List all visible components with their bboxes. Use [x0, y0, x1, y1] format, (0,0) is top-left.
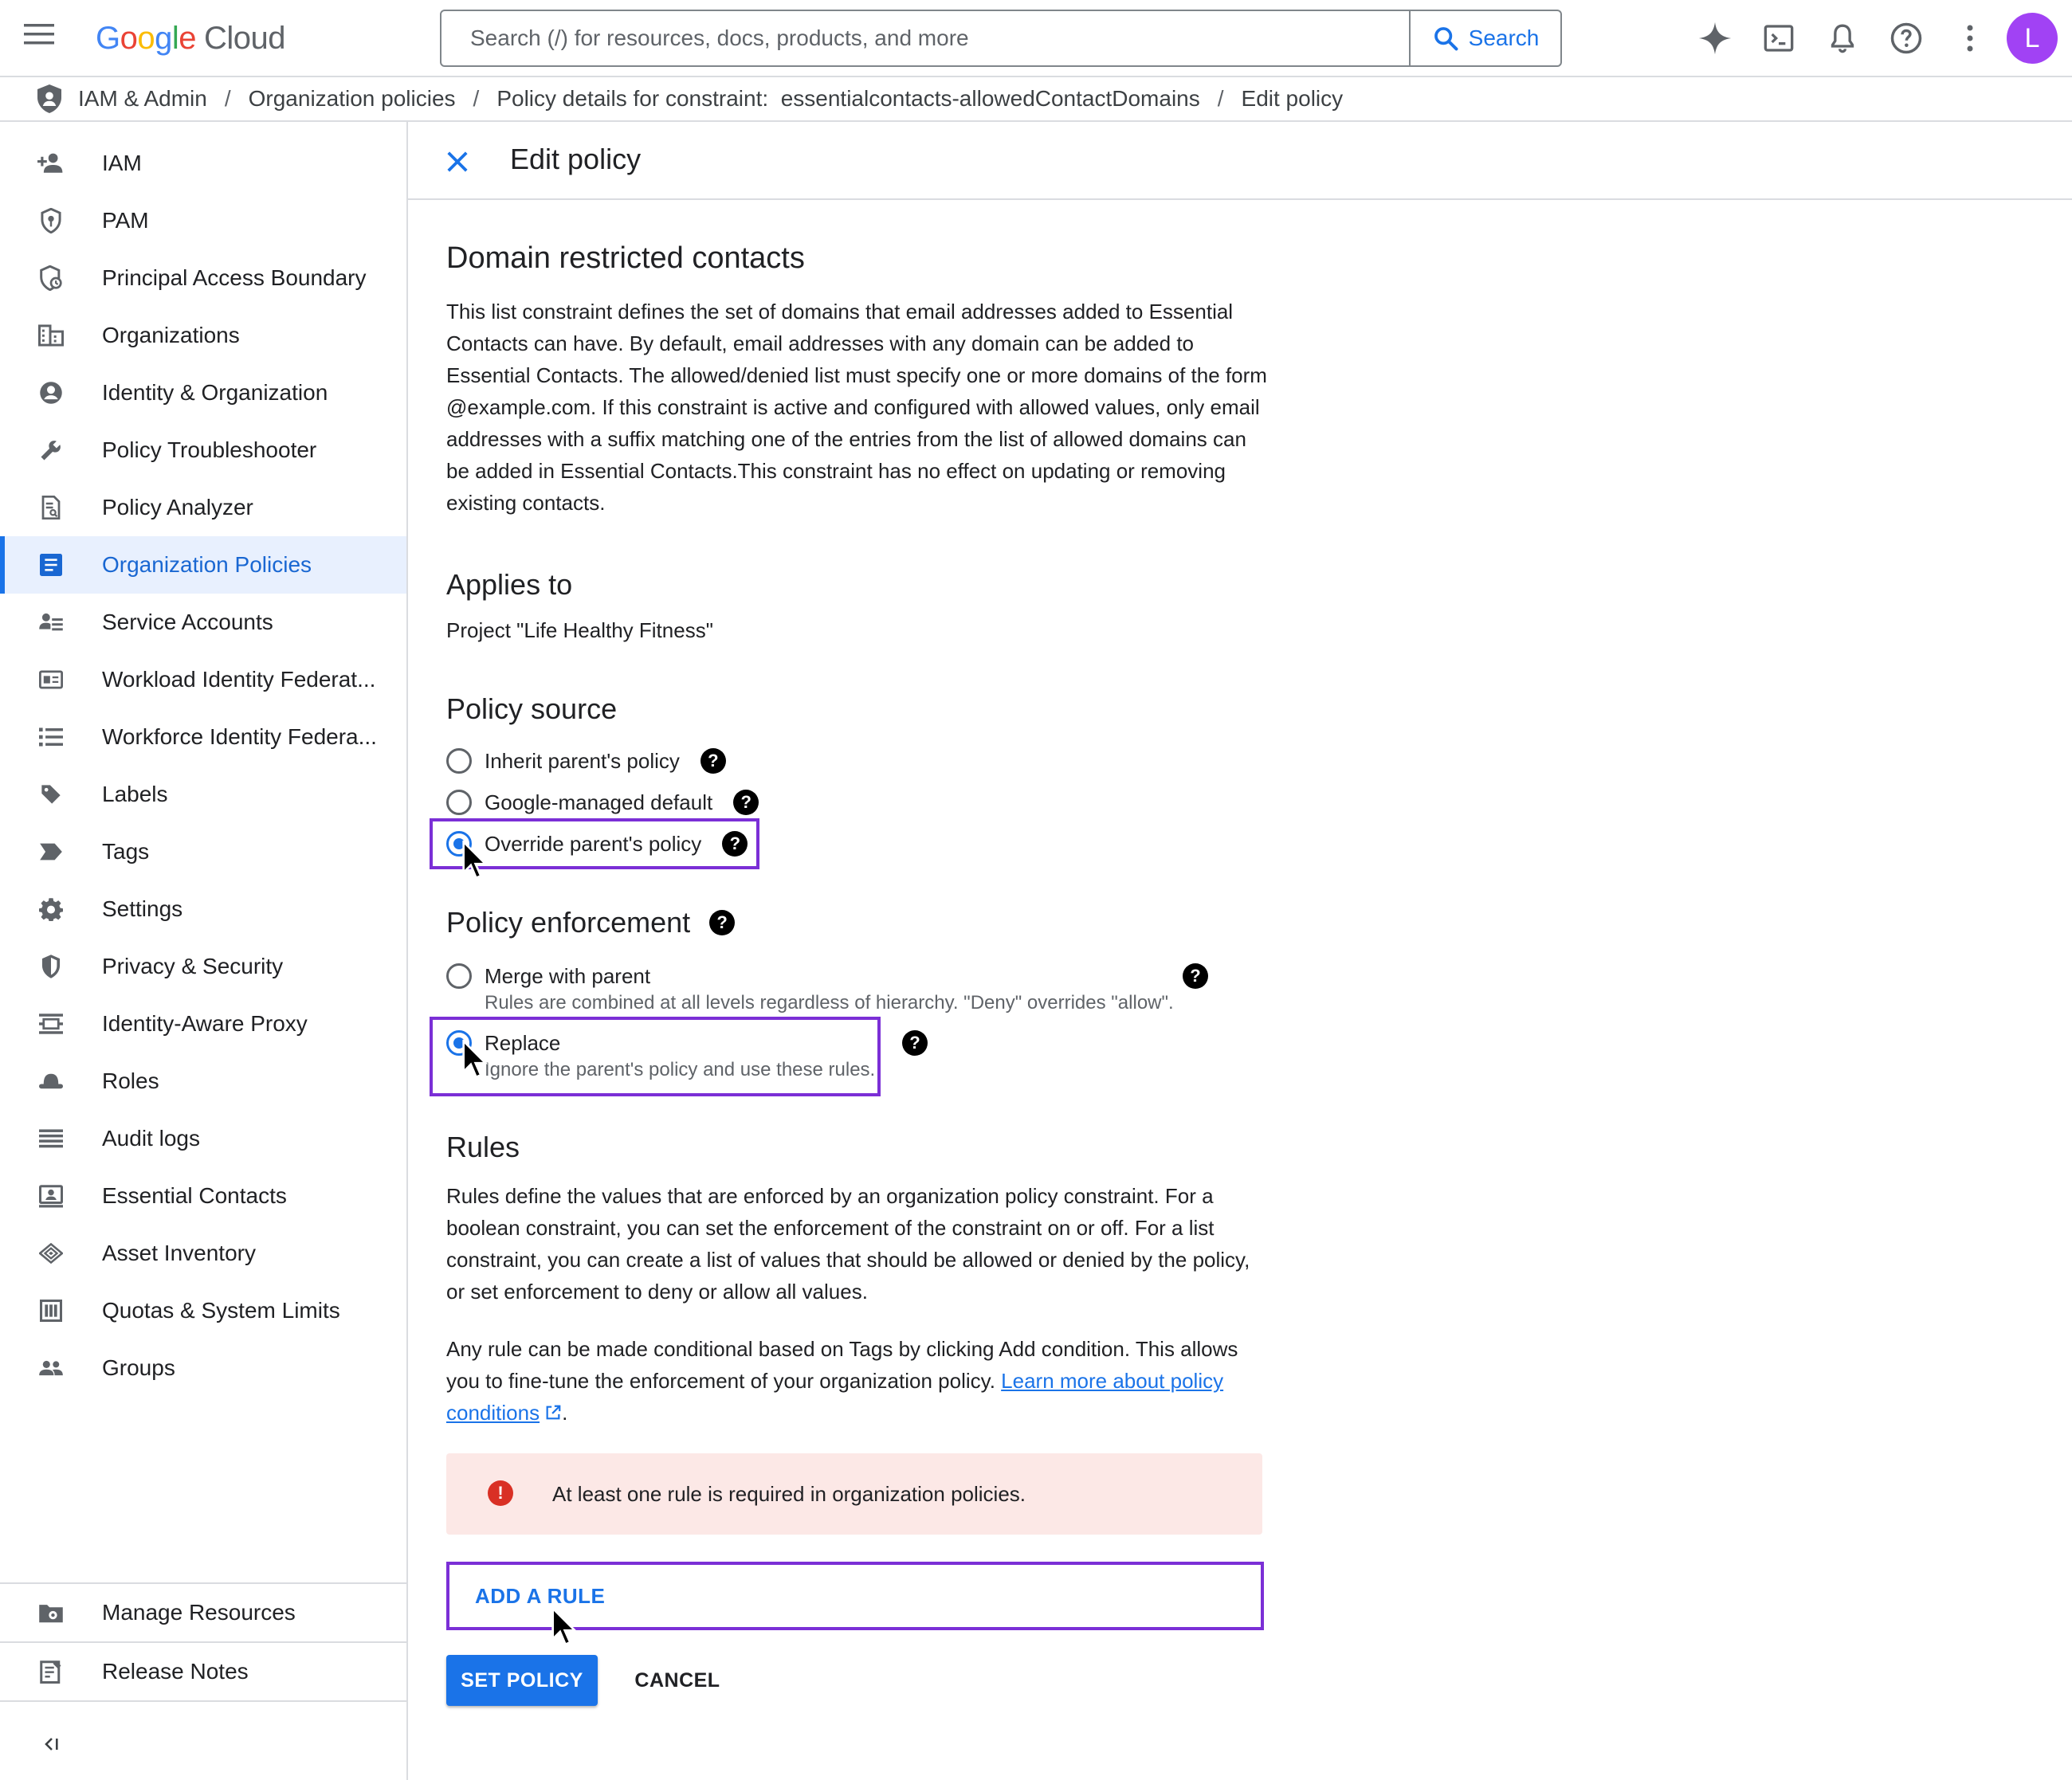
radio-label: Replace — [485, 1030, 561, 1055]
set-policy-button[interactable]: SET POLICY — [446, 1655, 598, 1706]
avatar-initial: L — [2024, 22, 2040, 53]
sidebar-item-label: Essential Contacts — [102, 1183, 287, 1208]
mouse-cursor-icon — [461, 841, 488, 880]
panel-header — [408, 122, 2072, 200]
search-input[interactable] — [470, 25, 1387, 51]
error-message: At least one rule is required in organization policies. — [552, 1482, 1026, 1506]
label-tag-icon — [37, 780, 65, 809]
sidebar-item-roles[interactable] — [0, 1053, 406, 1110]
more-vert-icon[interactable] — [1949, 18, 1991, 59]
service-account-icon — [37, 608, 65, 637]
logo-google-text: Google — [96, 20, 197, 56]
policy-enforcement-heading-row — [446, 906, 735, 939]
sidebar-item-policy-troubleshooter[interactable] — [0, 421, 406, 479]
rules-conditions-text — [446, 1333, 1267, 1429]
sidebar-item-label: IAM — [102, 151, 142, 175]
sidebar-item-label: Organization Policies — [102, 552, 312, 577]
sidebar-item-identity-aware-proxy[interactable] — [0, 995, 406, 1053]
period: . — [562, 1401, 568, 1425]
policy-source-heading: Policy source — [446, 692, 618, 725]
diamond-stack-icon — [37, 1239, 65, 1268]
avatar[interactable] — [2007, 13, 2058, 64]
sidebar-item-workforce-identity-federation[interactable] — [0, 708, 406, 766]
help-icon[interactable]: ? — [709, 910, 735, 935]
sidebar-item-identity-organization[interactable] — [0, 364, 406, 421]
sidebar-item-label: Privacy & Security — [102, 954, 284, 978]
sidebar-item-privacy-security[interactable] — [0, 938, 406, 995]
sidebar-item-label: Settings — [102, 896, 183, 921]
logo-cloud-text: Cloud — [204, 20, 286, 56]
rules-conditions-intro: Any rule can be made conditional based on Tags by clicking Add condition. This allows you to fine-tune the enforcement of your organization policy. — [446, 1337, 1238, 1393]
notifications-icon[interactable] — [1822, 18, 1863, 59]
sidebar-item-iam[interactable] — [0, 135, 406, 192]
error-banner — [446, 1453, 1262, 1535]
help-icon[interactable]: ? — [722, 831, 748, 857]
sidebar-item-label: Quotas & System Limits — [102, 1298, 340, 1323]
radio-button[interactable] — [446, 963, 472, 989]
sidebar-item-groups[interactable] — [0, 1339, 406, 1397]
sidebar-item-label: Policy Analyzer — [102, 495, 253, 519]
contact-card-icon — [37, 1182, 65, 1210]
sidebar-item-label: Identity-Aware Proxy — [102, 1011, 308, 1036]
lines-icon — [37, 1124, 65, 1153]
sidebar-item-manage-resources[interactable] — [0, 1584, 406, 1641]
person-add-icon — [37, 149, 65, 178]
radio-label: Override parent's policy — [485, 831, 702, 856]
breadcrumb-separator: / — [224, 86, 231, 111]
mouse-cursor-icon — [550, 1607, 577, 1647]
page-title: Edit policy — [510, 143, 642, 175]
tag-arrow-icon — [37, 837, 65, 866]
sidebar-item-tags[interactable] — [0, 823, 406, 880]
sidebar-item-labels[interactable] — [0, 766, 406, 823]
radio-google-managed-default[interactable] — [446, 790, 759, 815]
building-icon — [37, 321, 65, 350]
breadcrumb-policy-details[interactable]: Policy details for constraint: essentialcontacts-allowedContactDomains — [496, 86, 1200, 111]
folder-gear-icon — [37, 1598, 65, 1627]
sidebar-item-label: Audit logs — [102, 1126, 200, 1151]
breadcrumb-organization-policies[interactable]: Organization policies — [248, 86, 456, 111]
external-link-icon[interactable] — [544, 1404, 562, 1421]
applies-to-heading: Applies to — [446, 568, 573, 601]
radio-label: Inherit parent's policy — [485, 748, 680, 773]
breadcrumb-edit-policy: Edit policy — [1241, 86, 1344, 111]
cancel-button[interactable]: CANCEL — [634, 1668, 720, 1692]
cloud-shell-icon[interactable] — [1758, 18, 1799, 59]
top-bar — [0, 0, 2072, 77]
sidebar-item-label: Identity & Organization — [102, 380, 328, 405]
sidebar — [0, 122, 408, 1780]
sidebar-item-label: Groups — [102, 1355, 175, 1380]
breadcrumb-iam-admin[interactable]: IAM & Admin — [78, 86, 207, 111]
main-menu-icon[interactable] — [24, 22, 64, 54]
shield-key-icon — [37, 206, 65, 235]
search-icon — [1432, 25, 1459, 52]
search-button-label: Search — [1468, 25, 1540, 50]
radio-label: Google-managed default — [485, 790, 713, 814]
sidebar-item-settings[interactable] — [0, 880, 406, 938]
sidebar-item-essential-contacts[interactable] — [0, 1167, 406, 1225]
sidebar-item-workload-identity-federation[interactable] — [0, 651, 406, 708]
radio-merge-with-parent[interactable] — [446, 963, 650, 989]
hat-icon — [37, 1067, 65, 1096]
mouse-cursor-icon — [461, 1040, 488, 1080]
gemini-icon[interactable] — [1694, 18, 1736, 59]
close-icon — [445, 150, 469, 174]
sidebar-item-organizations[interactable] — [0, 307, 406, 364]
breadcrumb-separator: / — [473, 86, 480, 111]
radio-label: Merge with parent — [485, 963, 651, 988]
search-button[interactable] — [1409, 10, 1562, 67]
help-icon[interactable]: ? — [700, 748, 726, 774]
rules-description: Rules define the values that are enforced by an organization policy constraint. For a boolean constraint, you can set the enforcement of the constraint on or off. For a list constraint, you can create a list of values that should be allowed or denied by the policy, or set enforcement to deny or allow all values. — [446, 1184, 1250, 1304]
sidebar-item-label: Workload Identity Federat... — [102, 667, 376, 692]
collapse-icon — [41, 1735, 61, 1754]
sidebar-item-label: Tags — [102, 839, 150, 864]
highlight-box — [430, 1017, 881, 1096]
radio-button[interactable] — [446, 790, 472, 815]
shield-icon — [37, 952, 65, 981]
sidebar-item-label: Organizations — [102, 323, 240, 347]
sidebar-item-label: Release Notes — [102, 1659, 249, 1684]
help-icon[interactable] — [1886, 18, 1927, 59]
quota-icon — [37, 1296, 65, 1325]
applies-to-value: Project "Life Healthy Fitness" — [446, 618, 713, 642]
wrench-icon — [37, 436, 65, 465]
sidebar-item-label: Workforce Identity Federa... — [102, 724, 377, 749]
sidebar-item-quotas-system-limits[interactable] — [0, 1282, 406, 1339]
list-document-icon — [37, 551, 65, 579]
sidebar-item-service-accounts[interactable] — [0, 594, 406, 651]
release-notes-icon — [37, 1657, 65, 1686]
breadcrumb-separator: / — [1217, 86, 1224, 111]
sidebar-item-asset-inventory[interactable] — [0, 1225, 406, 1282]
sidebar-item-label: Policy Troubleshooter — [102, 437, 317, 462]
error-icon: ! — [488, 1480, 513, 1506]
sidebar-item-principal-access-boundary[interactable] — [0, 249, 406, 307]
gear-icon — [37, 895, 65, 923]
search-box[interactable] — [440, 10, 1411, 67]
google-cloud-logo[interactable] — [96, 16, 285, 61]
learn-more-link[interactable]: Learn more about policy conditions — [446, 1369, 1224, 1425]
radio-description: Ignore the parent's policy and use these rules. — [485, 1059, 876, 1080]
proxy-icon — [37, 1010, 65, 1038]
rules-heading: Rules — [446, 1131, 520, 1163]
collapse-sidebar-button[interactable] — [37, 1730, 65, 1758]
sidebar-item-audit-logs[interactable] — [0, 1110, 406, 1167]
document-search-icon — [37, 493, 65, 522]
account-circle-icon — [37, 378, 65, 407]
sidebar-item-label: Asset Inventory — [102, 1241, 256, 1265]
sidebar-item-label: Principal Access Boundary — [102, 265, 367, 290]
sidebar-divider — [0, 1700, 406, 1702]
boundary-shield-icon — [37, 264, 65, 292]
add-rule-button[interactable]: ADD A RULE — [446, 1562, 1264, 1630]
radio-inherit-parent-policy[interactable] — [446, 748, 726, 774]
list-icon — [37, 723, 65, 751]
radio-description: Rules are combined at all levels regardless of hierarchy. "Deny" overrides "allow". — [485, 992, 1174, 1014]
radio-button[interactable] — [446, 748, 472, 774]
id-card-icon — [37, 665, 65, 694]
help-icon[interactable]: ? — [733, 790, 759, 815]
sidebar-item-label: Service Accounts — [102, 610, 273, 634]
help-icon[interactable]: ? — [902, 1030, 928, 1056]
group-icon — [37, 1354, 65, 1382]
sidebar-item-release-notes[interactable] — [0, 1643, 406, 1700]
sidebar-item-policy-analyzer[interactable] — [0, 479, 406, 536]
sidebar-item-label: Roles — [102, 1068, 159, 1093]
sidebar-item-label: Labels — [102, 782, 168, 806]
sidebar-item-organization-policies[interactable] — [0, 536, 406, 594]
iam-shield-icon — [35, 83, 64, 115]
constraint-description: This list constraint defines the set of domains that email addresses added to Essential Contacts can have. By default, email addresses with any domain can be added to Essential Contacts. The allowed/denied list must specify one or more domains of the form @example.com. If this constraint is active and configured with allowed values, only email addresses with a suffix matching one of the entries from the list of allowed domains can be added in Essential Contacts.This constraint has no effect on updating or removing existing contacts. — [446, 300, 1267, 515]
sidebar-item-pam[interactable] — [0, 192, 406, 249]
constraint-title: Domain restricted contacts — [446, 241, 805, 275]
policy-enforcement-heading: Policy enforcement — [446, 906, 691, 939]
help-icon[interactable]: ? — [1183, 963, 1208, 989]
sidebar-item-label: PAM — [102, 208, 149, 233]
close-button[interactable] — [440, 144, 475, 179]
breadcrumb — [0, 77, 2072, 122]
sidebar-item-label: Manage Resources — [102, 1600, 296, 1625]
